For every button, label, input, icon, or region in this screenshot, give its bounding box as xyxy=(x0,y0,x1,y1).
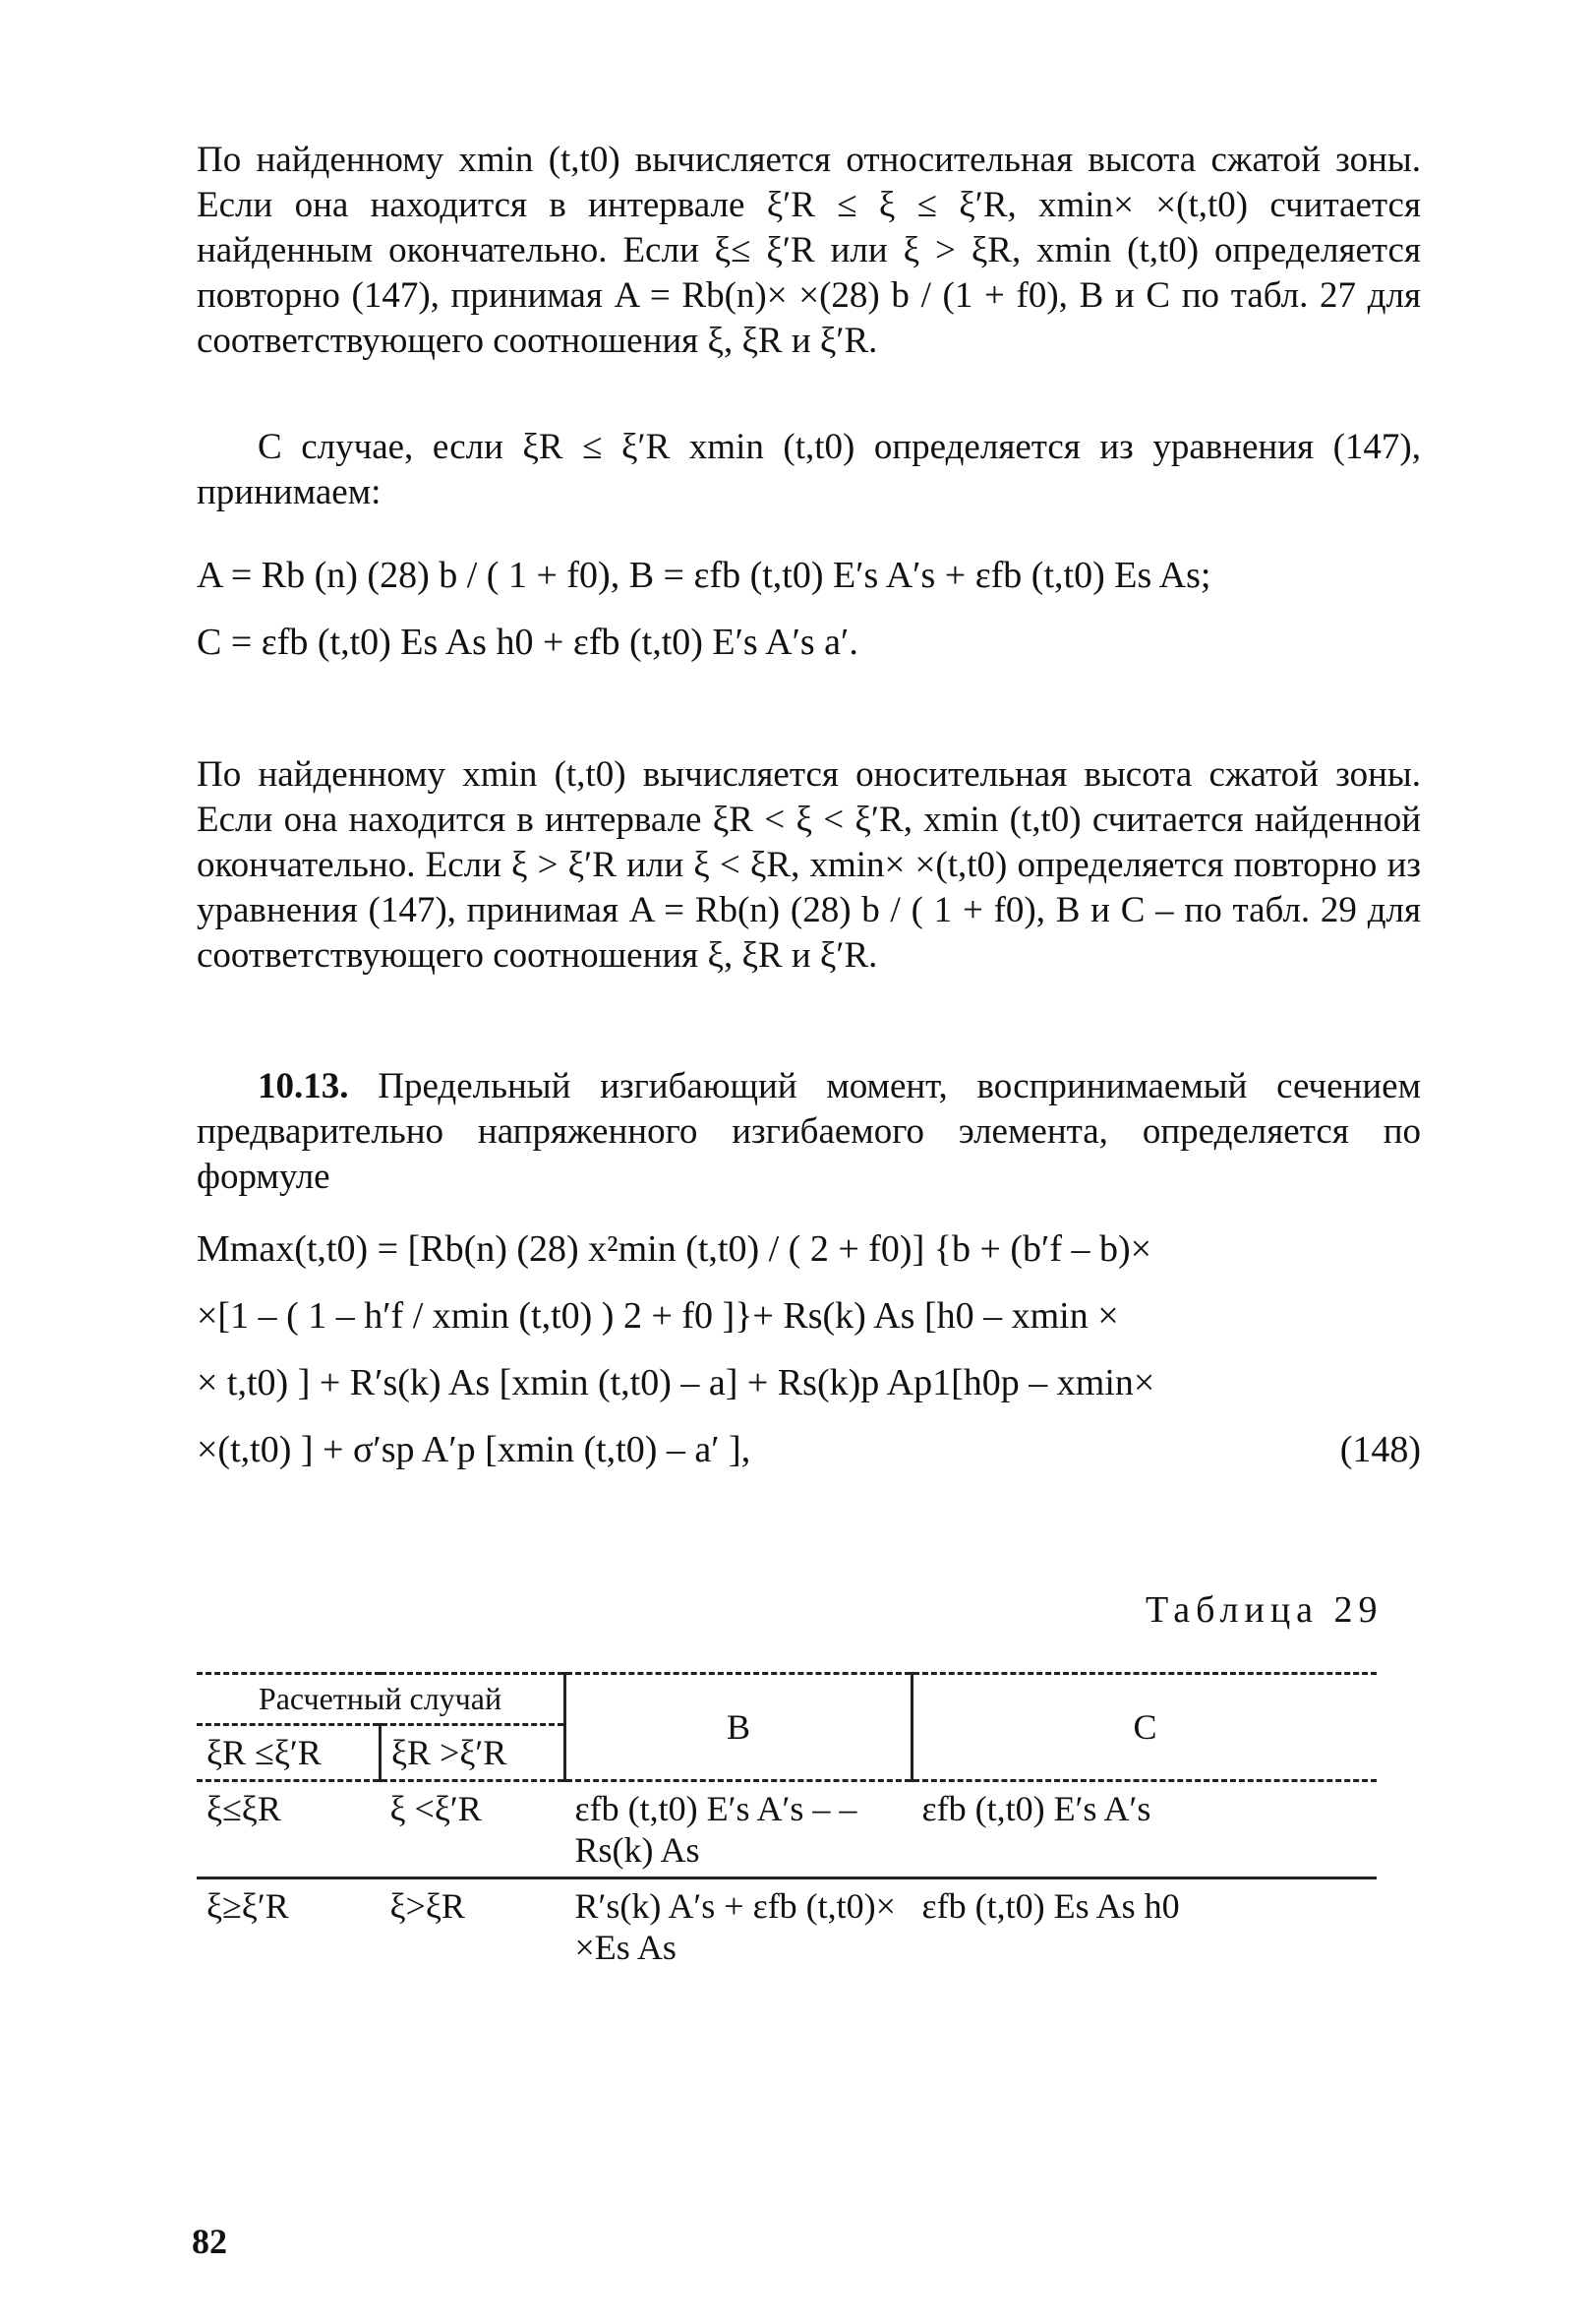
formula-148-line-4: ×(t,t0) ] + σ′sp A′p [xmin (t,t0) – a′ ], xyxy=(197,1429,751,1470)
table-caption: Таблица 29 xyxy=(1146,1589,1384,1631)
cell-case-1: ξ≥ξ′R xyxy=(206,1886,289,1926)
paragraph-4-body xyxy=(197,1064,1421,1200)
cell-case-2: ξ <ξ′R xyxy=(389,1789,482,1828)
equation-number: (148) xyxy=(1339,1429,1421,1470)
formula-abc-line-2: C = εfb (t,t0) Es As h0 + εfb (t,t0) E′s A′s a′. xyxy=(197,622,858,663)
table-row xyxy=(197,1878,1377,1975)
table-29 xyxy=(197,1672,1377,1974)
formula-148 xyxy=(197,1220,1421,1487)
paragraph-4-text: Предельный изгибающий момент, воспринимаемый сечением предварительно напряженного изгибаемого элемента, определяется по формуле xyxy=(197,1066,1421,1197)
paragraph-3-text: По найденному xmin (t,t0) вычисляется оносительная высота сжатой зоны. Если она находится в интервале ξR < ξ < ξ′R, xmin (t,t0) считается найденной окончательно. Если ξ > ξ′R или ξ < ξR, xmin× ×(t,t0) определяется повторно из уравнения (147), принимая A = Rb(n) (28) b / ( 1 + f0), B и C – по табл. 29 для соответствующего соотношения ξ, ξR и ξ′R. xyxy=(197,754,1421,976)
header-group: Расчетный случай xyxy=(258,1681,502,1716)
formula-148-line-1: Mmax(t,t0) = [Rb(n) (28) x²min (t,t0) / ( 2 + f0)] {b + (b′f – b)× xyxy=(197,1228,1152,1270)
paragraph-1 xyxy=(197,138,1421,364)
page-number: 82 xyxy=(192,2222,227,2261)
section-number: 10.13. xyxy=(258,1066,349,1106)
header-c: C xyxy=(913,1674,1378,1781)
paragraph-1-text: По найденному xmin (t,t0) вычисляется относительная высота сжатой зоны. Если она находится в интервале ξ′R ≤ ξ ≤ ξ′R, xmin× ×(t,t0) считается найденным окончательно. Если ξ≤ ξ′R или ξ > ξR, xmin (t,t0) определяется повторно (147), принимая A = Rb(n)× ×(28) b / (1 + f0), B и C по табл. 27 для соответствующего соотношения ξ, ξR и ξ′R. xyxy=(197,140,1421,361)
formula-148-line-3: × t,t0) ] + R′s(k) As [xmin (t,t0) – a] + Rs(k)p Ap1[h0p – xmin× xyxy=(197,1362,1155,1403)
header-case-1: ξR ≤ξ′R xyxy=(197,1725,381,1781)
cell-case-1: ξ≤ξR xyxy=(206,1789,281,1828)
formula-abc-line-1: A = Rb (n) (28) b / ( 1 + f0), B = εfb (t,t0) E′s A′s + εfb (t,t0) Es As; xyxy=(197,555,1211,596)
cell-c: εfb (t,t0) Es As h0 xyxy=(921,1886,1180,1926)
paragraph-2 xyxy=(197,425,1421,515)
header-b: B xyxy=(565,1674,913,1781)
paragraph-4 xyxy=(197,1064,1421,1200)
table-row xyxy=(197,1781,1377,1878)
paragraph-2-text: С случае, если ξR ≤ ξ′R xmin (t,t0) определяется из уравнения (147), принимаем: xyxy=(197,427,1421,512)
cell-case-2: ξ>ξR xyxy=(389,1886,465,1926)
formula-abc xyxy=(197,546,1421,680)
table-header-row-1 xyxy=(197,1674,1377,1725)
cell-c: εfb (t,t0) E′s A′s xyxy=(921,1789,1151,1828)
cell-b: εfb (t,t0) E′s A′s – – Rs(k) As xyxy=(574,1789,857,1870)
formula-148-line-2: ×[1 – ( 1 – h′f / xmin (t,t0) ) 2 + f0 ]}+ Rs(k) As [h0 – xmin × xyxy=(197,1295,1119,1337)
header-case-2: ξR >ξ′R xyxy=(381,1725,565,1781)
formula-148-line-4-wrap xyxy=(197,1420,1421,1487)
paragraph-3 xyxy=(197,752,1421,979)
cell-b: R′s(k) A′s + εfb (t,t0)× ×Es As xyxy=(574,1886,896,1967)
